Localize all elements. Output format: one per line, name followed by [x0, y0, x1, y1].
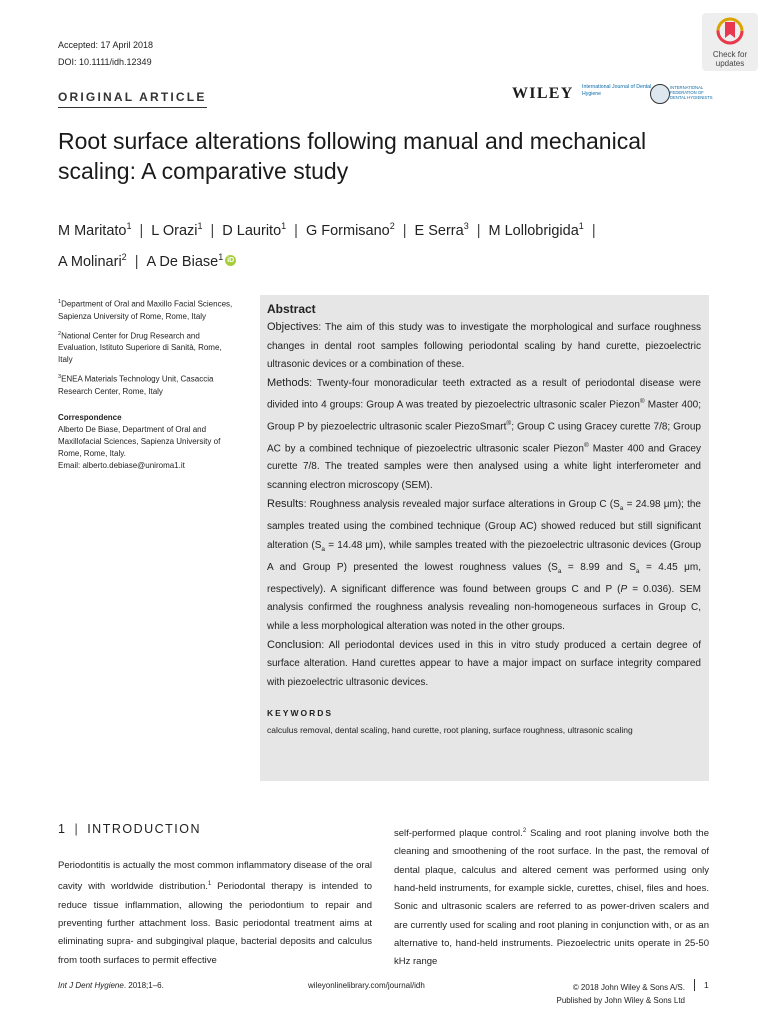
- article-title: Root surface alterations following manual and mechanical scaling: A comparative study: [58, 128, 647, 184]
- author-affiliation: 2: [121, 251, 127, 262]
- orcid-icon[interactable]: iD: [227, 256, 235, 264]
- publisher-logo: WILEY: [512, 85, 574, 102]
- page-number: 1: [704, 980, 709, 990]
- author-separator: |: [476, 222, 481, 239]
- footer-citation: Int J Dent Hygiene. 2018;1–6.: [58, 981, 164, 990]
- body-column-right: self-performed plaque control.$^2$ Scaling and root planing involve both the cleaning and smoothening of the root surface. In the past, the removal of dental plaque, calculus and altered cement was performed using only hand-held instruments, for example sickle, curettes, chisel, files and hoes. Sonic and ultrasonic scalers are referred to as power-driven scalers and are currently used for scaling and root planing in conjunction with, or as an alternative to, hand-held instruments. Piezoelectric units operate in 25-50 kHz range: [394, 828, 709, 968]
- affiliations: [58, 296, 238, 472]
- keywords-list: calculus removal, dental scaling, hand curette, root planing, surface roughness, ultrasonic scaling: [267, 725, 633, 736]
- author-affiliation: 3: [463, 221, 469, 231]
- article-type: ORIGINAL ARTICLE: [58, 90, 207, 108]
- abstract-results: Results: Roughness analysis revealed major surface alterations in Group C ($S_a = 24.98$ μm); the samples treated using the combined technique (Group AC) showed reduced but still significant alteration ($S_a = 14.48$ μm), while samples treated with the piezoelectric ultrasonic devices (Group A and Group P) presented the lowest roughness values ($S_a = 8.99$ and $S_a = 4.45$ μm, respectively). A significant difference was found between groups C and P (P = 0.036). SEM analysis confirmed the roughness analysis revealing non-homogeneous surfaces in Group C, while a less morphological alteration was noted in the other groups.: [267, 497, 702, 632]
- author-name[interactable]: L Orazi: [151, 222, 198, 239]
- author-affiliation: 1: [281, 221, 287, 231]
- author-name[interactable]: D Laurito: [222, 222, 282, 239]
- author-name[interactable]: M Lollobrigida: [488, 222, 579, 239]
- citation-ref[interactable]: 2: [522, 828, 527, 834]
- author-affiliation: 1: [578, 221, 584, 231]
- footer-divider: [694, 979, 695, 991]
- author-name[interactable]: E Serra: [414, 222, 464, 239]
- bookmark-update-icon: [716, 16, 744, 48]
- abstract-heading: Abstract: [267, 302, 316, 316]
- author-affiliation: 1: [126, 221, 132, 231]
- journal-logo-text: INTERNATIONAL FEDERATION OF DENTAL HYGIENISTS: [670, 85, 713, 100]
- author-name[interactable]: A De Biase: [146, 253, 219, 270]
- accepted-date: Accepted: 17 April 2018: [58, 40, 154, 50]
- affiliation-item: $^1$Department of Oral and Maxillo Facial Sciences, Sapienza University of Rome, Rome, Italy: [58, 299, 233, 321]
- author-affiliation: 2: [389, 221, 395, 231]
- author-separator: |: [402, 222, 407, 239]
- footer-url[interactable]: wileyonlinelibrary.com/journal/idh: [308, 981, 425, 990]
- author-affiliation: 1: [197, 221, 203, 231]
- author-affiliation: 1: [218, 251, 224, 262]
- author-separator: |: [591, 222, 596, 239]
- affiliation-item: $^2$National Center for Drug Research and Evaluation, Istituto Superiore di Sanità, Rome, Italy: [58, 330, 222, 365]
- author-name[interactable]: M Maritato: [58, 222, 127, 239]
- section-heading-introduction: 1 | INTRODUCTION: [58, 822, 202, 836]
- correspondence-text: Alberto De Biase, Department of Oral and Maxillofacial Sciences, Sapienza University of Rome, Rome, Italy.: [58, 424, 221, 458]
- author-name[interactable]: G Formisano: [305, 222, 390, 239]
- journal-name: International Journal of Dental Hygiene: [582, 84, 652, 97]
- affiliation-item: $^3$ENEA Materials Technology Unit, Casaccia Research Center, Rome, Italy: [58, 374, 214, 396]
- keywords-heading: KEYWORDS: [267, 707, 334, 718]
- journal-globe-icon: [650, 84, 670, 104]
- author-separator: |: [134, 253, 139, 270]
- body-column-left: Periodontitis is actually the most common inflammatory disease of the oral cavity with worldwide distribution.$^1$ Periodontal therapy is intended to reduce tissue inflammation, allowing the periodontium to repair and preventing further attachment loss. Basic periodontal treatment aims at eliminating supra- and subgingival plaque, bacterial deposits and calculus from tooth surfaces to permit effective: [58, 860, 372, 966]
- abstract-methods: Methods: Twenty-four monoradicular teeth extracted as a result of periodontal disease were divided into 4 groups: Group A was treated by piezoelectric ultrasonic scaler Piezon® Master 400; Group P by piezoelectric ultrasonic scaler PiezoSmart®; Group C using Gracey curette 7/8; Group AC by a combined technique of piezoelectric ultrasonic scaler Piezon® Master 400 and Gracey curette 7/8. The treated samples were then analysed using a white light interferometer and scanning electron microscopy (SEM).: [267, 377, 701, 491]
- author-separator: |: [294, 222, 298, 239]
- doi[interactable]: DOI: 10.1111/idh.12349: [58, 57, 152, 67]
- abstract-content: [267, 300, 701, 738]
- author-separator: |: [210, 222, 215, 239]
- citation-ref[interactable]: 1: [207, 881, 212, 888]
- footer-copyright: © 2018 John Wiley & Sons A/S. Published by John Wiley & Sons Ltd: [556, 983, 685, 1005]
- check-for-updates-label: Check for updates: [712, 50, 748, 68]
- author-name[interactable]: A Molinari: [58, 253, 122, 270]
- abstract-conclusion: Conclusion: All periodontal devices used in this in vitro study produced a certain degree of surface alteration. Hand curettes appear to have a major impact on surface integrity compared with piezoelectric ultrasonic devices.: [267, 639, 701, 688]
- author-list: [58, 213, 718, 275]
- correspondence-heading: Correspondence: [58, 412, 122, 422]
- abstract-objectives: Objectives: The aim of this study was to investigate the morphological and surface roughness changes in dental root samples following periodontal scaling by hand curette, piezoelectric ultrasonic devices or a combination of these.: [267, 321, 701, 370]
- correspondence-email[interactable]: Email: alberto.debiase@uniroma1.it: [58, 460, 185, 470]
- author-separator: |: [139, 222, 144, 239]
